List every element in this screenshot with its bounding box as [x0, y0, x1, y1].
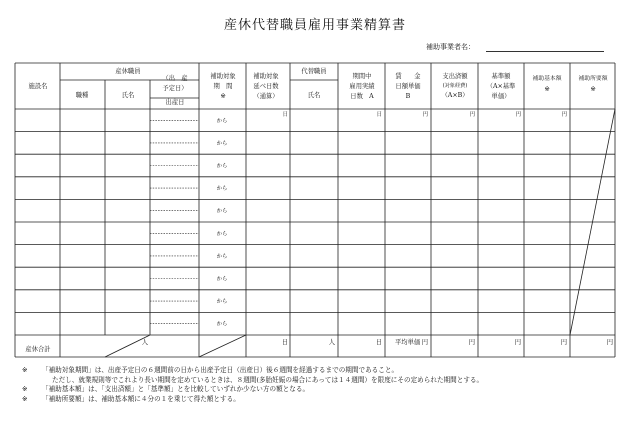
header-standard-1: 基準額 [491, 73, 511, 80]
header-subsidy-period-2: 期 間 [213, 83, 233, 90]
wage-unit: 円 [422, 112, 428, 118]
period-from-text: から [216, 321, 228, 328]
period-from-text: から [216, 163, 228, 170]
period-from-text: から [216, 231, 228, 238]
header-employed-days-2: 雇用実績 [349, 83, 375, 90]
total-employed-days-unit: 日 [375, 339, 382, 346]
total-expense-unit: 円 [468, 339, 475, 346]
header-wage-3: B [405, 93, 411, 100]
total-required-unit: 円 [606, 339, 613, 346]
header-required-2: ※ [590, 86, 596, 93]
total-period-diagonal [199, 335, 246, 357]
header-employed-days-1: 期間中 [352, 73, 372, 80]
employed-days-unit: 日 [376, 112, 382, 118]
header-required-1: 補助所要額 [578, 76, 608, 82]
header-basic-2: ※ [544, 86, 550, 93]
note-1: ※ 「補助対象期間」は、出産予定日の６週間前の日から出産予定日（出産日）後６週間を経過するまでの期間であること。 [22, 366, 399, 374]
period-from-text: から [216, 140, 228, 147]
period-from-text: から [216, 253, 228, 260]
period-from-text: から [216, 186, 228, 193]
header-job-type: 職種 [75, 92, 89, 99]
header-wage-2: 日額単価 [395, 83, 421, 90]
header-substitute-name: 氏名 [307, 92, 321, 99]
header-subsidy-period-3: ※ [220, 93, 226, 100]
header-employed-days-3: 日数 A [350, 93, 374, 100]
applicant-label: 補助事業者名： [426, 43, 475, 51]
period-from-text: から [216, 276, 228, 283]
header-expense-3: （A×B） [441, 92, 469, 99]
total-label: 産休合計 [25, 346, 51, 353]
document-title: 産休代替職員雇用事業精算書 [223, 18, 406, 33]
header-wage-1: 賃 金 [395, 73, 421, 80]
total-basic-unit: 円 [560, 339, 567, 346]
note-1-continued: ただし、就業規則等でこれより長い期間を定めているときは、８週間(多胎妊娠の場合にあっては１４週間）を限度にその定められた期間とする。 [52, 375, 484, 384]
period-from-text: から [216, 208, 228, 215]
total-days-unit: 日 [281, 339, 288, 346]
header-basic-1: 補助基本額 [532, 76, 562, 82]
header-days-1: 補助対象 [253, 73, 279, 80]
header-substitute-staff: 代替職員 [301, 68, 327, 75]
notes [22, 366, 622, 404]
header-standard-3: 単価） [491, 93, 511, 100]
header-expense-2: (対象経費) [442, 83, 468, 89]
total-person-unit: 人 [141, 339, 148, 346]
period-from-text: から [216, 118, 228, 125]
header-days-3: （通算） [253, 93, 279, 100]
header-subsidy-period-1: 補助対象 [210, 73, 236, 80]
basic-unit: 円 [561, 112, 567, 118]
header-expense-1: 支出済額 [442, 73, 468, 80]
total-avg-wage-unit: 円 [421, 339, 428, 346]
period-from-text: から [216, 299, 228, 306]
note-2: ※ 「補助基本額」は、「支出済額」と「基準額」とを比較していずれか少ない方の額となる。 [22, 385, 310, 394]
days-unit: 日 [282, 112, 288, 118]
total-standard-unit: 円 [514, 339, 521, 346]
total-avg-wage-label: 平均単価 [395, 339, 421, 346]
standard-unit: 円 [515, 112, 521, 118]
header-name: 氏名 [121, 92, 135, 99]
note-3: ※ 「補助所要額」は、補助基本額に４分の１を乗じて得た額とする。 [22, 394, 240, 403]
header-maternity-staff: 産休職員 [115, 68, 141, 75]
header-facility: 施設名 [28, 83, 48, 90]
header-due-date-2: 予定日） [162, 85, 188, 92]
total-sub-person-unit: 人 [328, 339, 335, 346]
expense-unit: 円 [469, 112, 475, 118]
header-standard-2: （A×基準 [486, 83, 516, 90]
header-due-date-1: （出 産 [162, 75, 188, 82]
header-days-2: 延べ日数 [253, 83, 279, 90]
header-birth-date: 出産日 [165, 99, 185, 106]
